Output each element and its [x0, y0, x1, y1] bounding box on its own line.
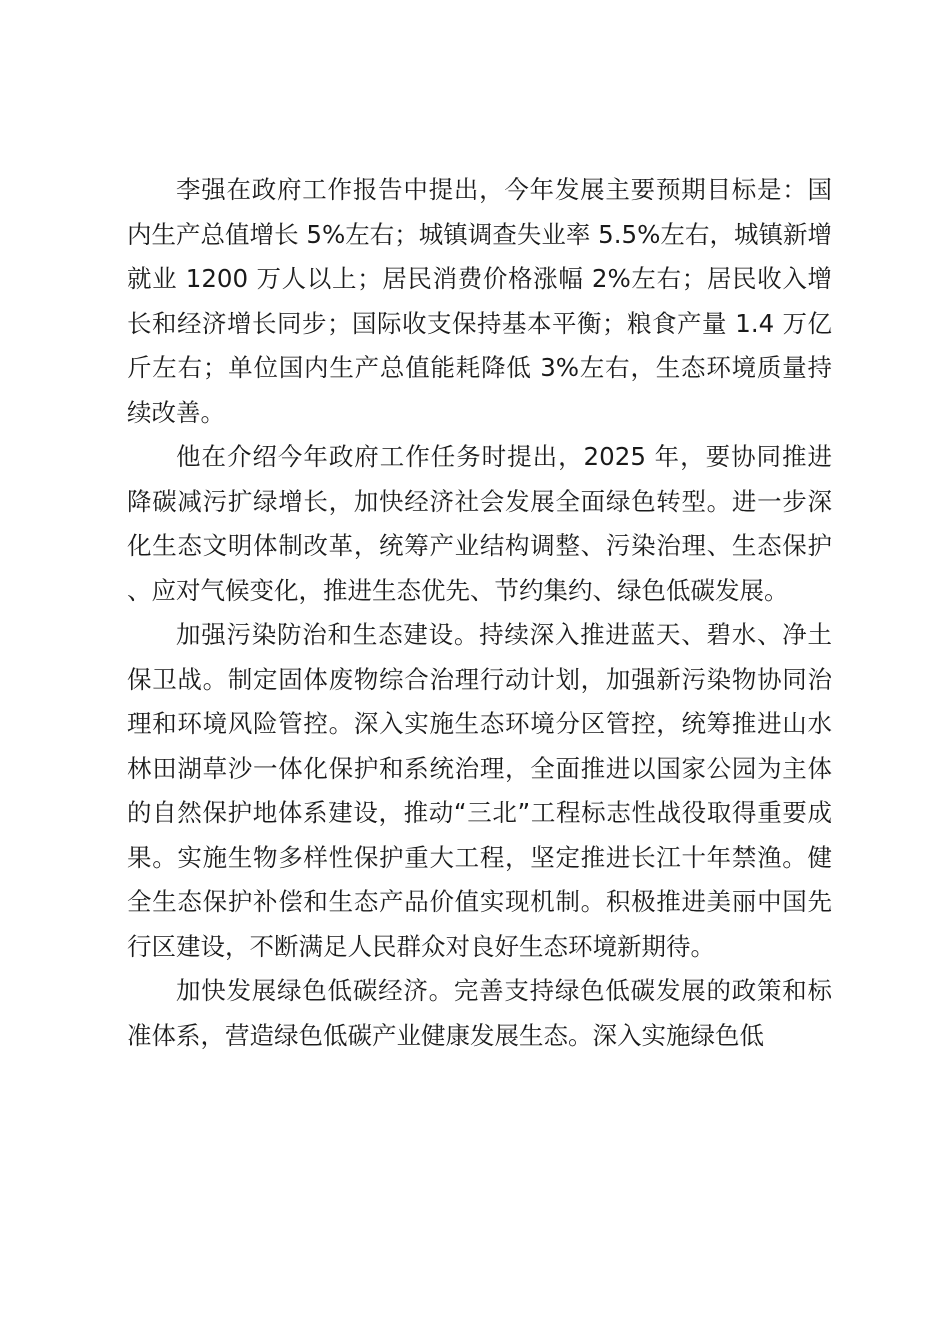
paragraph-pollution-control: 加强污染防治和生态建设。持续深入推进蓝天、碧水、净土保卫战。制定固体废物综合治理行动计划，加强新污染物协同治理和环境风险管控。深入实施生态环境分区管控，统筹推进山水林田湖草沙一体化保护和系统治理，全面推进以国家公园为主体的自然保护地体系建设，推动“三北”工程标志性战役取得重要成果。实施生物多样性保护重大工程，坚定推进长江十年禁渔。健全生态保护补偿和生态产品价值实现机制。积极推进美丽中国先行区建设，不断满足人民群众对良好生态环境新期待。 — [127, 620, 832, 961]
paragraph-green-economy: 加快发展绿色低碳经济。完善支持绿色低碳发展的政策和标准体系，营造绿色低碳产业健康发展生态。深入实施绿色低 — [127, 976, 832, 1050]
paragraph-green-transition: 他在介绍今年政府工作任务时提出，2025 年，要协同推进降碳减污扩绿增长，加快经济社会发展全面绿色转型。进一步深化生态文明体制改革，统筹产业结构调整、污染治理、生态保护、应对气候变化，推进生态优先、节约集约、绿色低碳发展。 — [127, 442, 832, 605]
document-body — [127, 168, 832, 1058]
paragraph-main-targets: 李强在政府工作报告中提出，今年发展主要预期目标是：国内生产总值增长 5%左右；城镇调查失业率 5.5%左右，城镇新增就业 1200 万人以上；居民消费价格涨幅 2%左右；居民收入增长和经济增长同步；国际收支保持基本平衡；粮食产量 1.4 万亿斤左右；单位国内生产总值能耗降低 3%左右，生态环境质量持续改善。 — [127, 175, 832, 427]
